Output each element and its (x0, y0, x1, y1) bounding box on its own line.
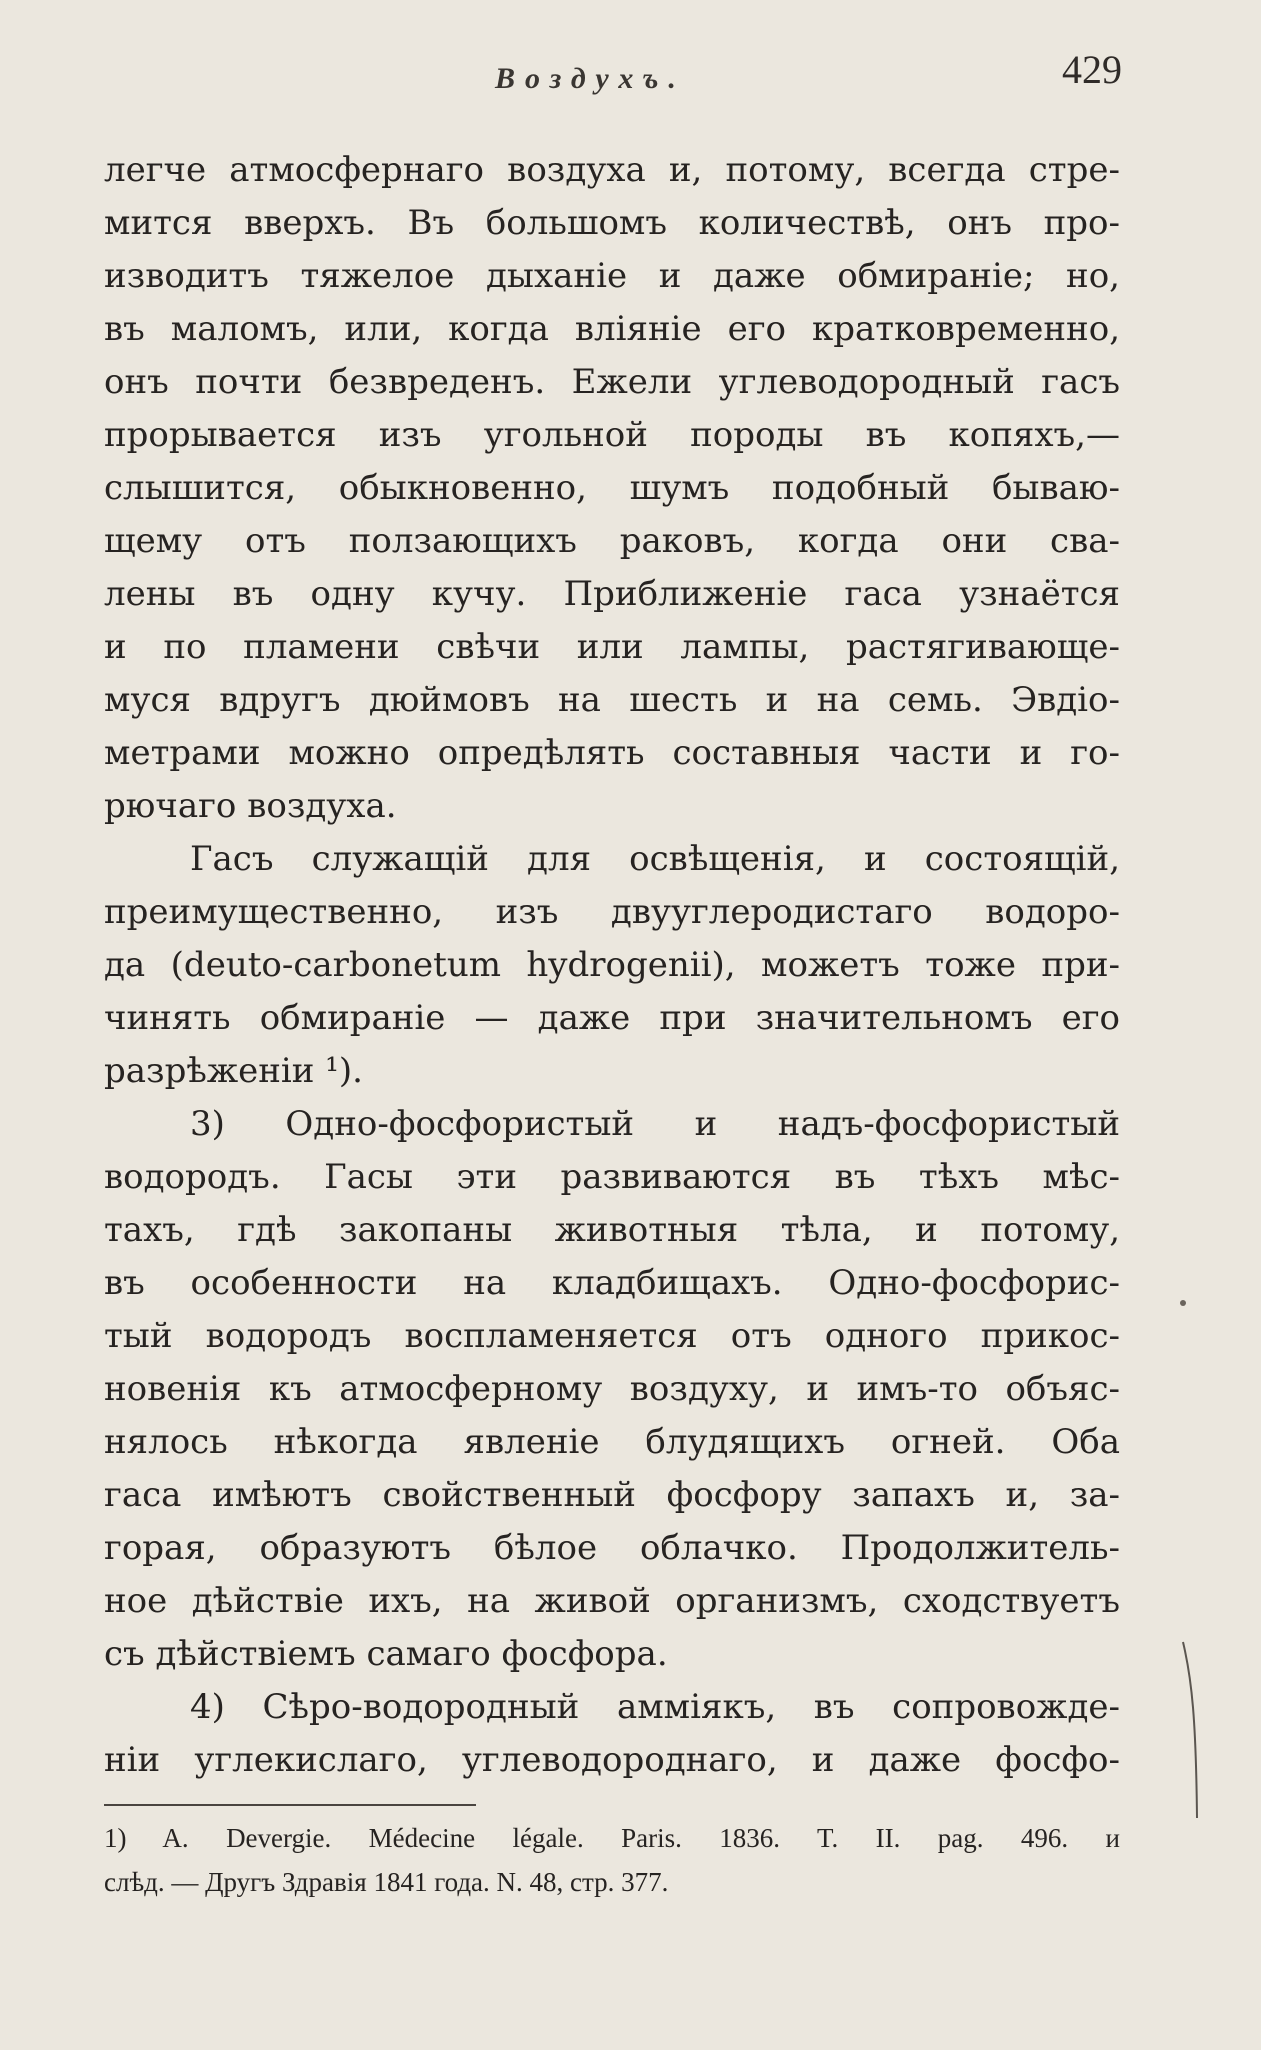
body-text (104, 144, 1120, 1787)
margin-pencil-mark (1180, 1640, 1200, 1820)
text-line: гаса имѣютъ свойственный фосфору запахъ и, за- (104, 1475, 1120, 1515)
text-line: новенія къ атмосферному воздуху, и имъ-то объяс- (104, 1369, 1120, 1409)
text-line: онъ почти безвреденъ. Ежели углеводородный гасъ (104, 362, 1120, 402)
ink-speck (1180, 1300, 1186, 1306)
footnote-line: 1) A. Devergie. Médecine légale. Paris. 1836. T. II. pag. 496. и (104, 1823, 1120, 1853)
text-line: горая, образуютъ бѣлое облачко. Продолжитель- (104, 1528, 1120, 1568)
text-line: чинять обмираніе — даже при значительномъ его (104, 998, 1120, 1038)
text-line: въ особенности на кладбищахъ. Одно-фосфорис- (104, 1263, 1120, 1303)
text-line: 3) Одно-фосфористый и надъ-фосфористый (190, 1104, 1120, 1144)
text-line: рючаго воздуха. (104, 786, 397, 826)
text-line: водородъ. Гасы эти развиваются въ тѣхъ мѣс- (104, 1157, 1120, 1197)
text-line: прорывается изъ угольной породы въ копяхъ,— (104, 415, 1120, 455)
text-line: Гасъ служащій для освѣщенія, и состоящій, (190, 839, 1120, 879)
text-line: разрѣженіи ¹). (104, 1051, 363, 1091)
text-line: муся вдругъ дюймовъ на шесть и на семь. Эвдіо- (104, 680, 1120, 720)
text-line: преимущественно, изъ двууглеродистаго водоро- (104, 892, 1120, 932)
text-line: лены въ одну кучу. Приближеніе гаса узнаётся (104, 574, 1120, 614)
text-line: тый водородъ воспламеняется отъ одного прикос- (104, 1316, 1120, 1356)
text-line: ніи углекислаго, углеводороднаго, и даже фосфо- (104, 1740, 1120, 1780)
footnote-divider (104, 1804, 476, 1806)
footnote-line: слѣд. — Другъ Здравія 1841 года. N. 48, стр. 377. (104, 1867, 669, 1897)
text-line: мится вверхъ. Въ большомъ количествѣ, онъ про- (104, 203, 1120, 243)
text-line: съ дѣйствіемъ самаго фосфора. (104, 1634, 668, 1674)
text-line: нялось нѣкогда явленіе блудящихъ огней. Оба (104, 1422, 1120, 1462)
text-line: ное дѣйствіе ихъ, на живой организмъ, сходствуетъ (104, 1581, 1120, 1621)
text-line: въ маломъ, или, когда вліяніе его кратковременно, (104, 309, 1120, 349)
text-line: и по пламени свѣчи или лампы, растягивающе- (104, 627, 1120, 667)
text-line: легче атмосфернаго воздуха и, потому, всегда стре- (104, 150, 1120, 190)
page-number: 429 (1062, 47, 1122, 92)
text-line: тахъ, гдѣ закопаны животныя тѣла, и потому, (104, 1210, 1120, 1250)
text-line: метрами можно опредѣлять составныя части и го- (104, 733, 1120, 773)
text-line: да (deuto-carbonetum hydrogenii), можетъ тоже при- (104, 945, 1120, 985)
text-line: изводитъ тяжелое дыханіе и даже обмираніе; но, (104, 256, 1120, 296)
text-line: 4) Сѣро-водородный аммiякъ, въ сопровожде- (190, 1687, 1120, 1727)
text-line: слышится, обыкновенно, шумъ подобный бываю- (104, 468, 1120, 508)
running-head: Воздухъ. (495, 62, 686, 95)
footnotes (104, 1816, 1120, 1904)
text-line: щему отъ ползающихъ раковъ, когда они сва- (104, 521, 1120, 561)
